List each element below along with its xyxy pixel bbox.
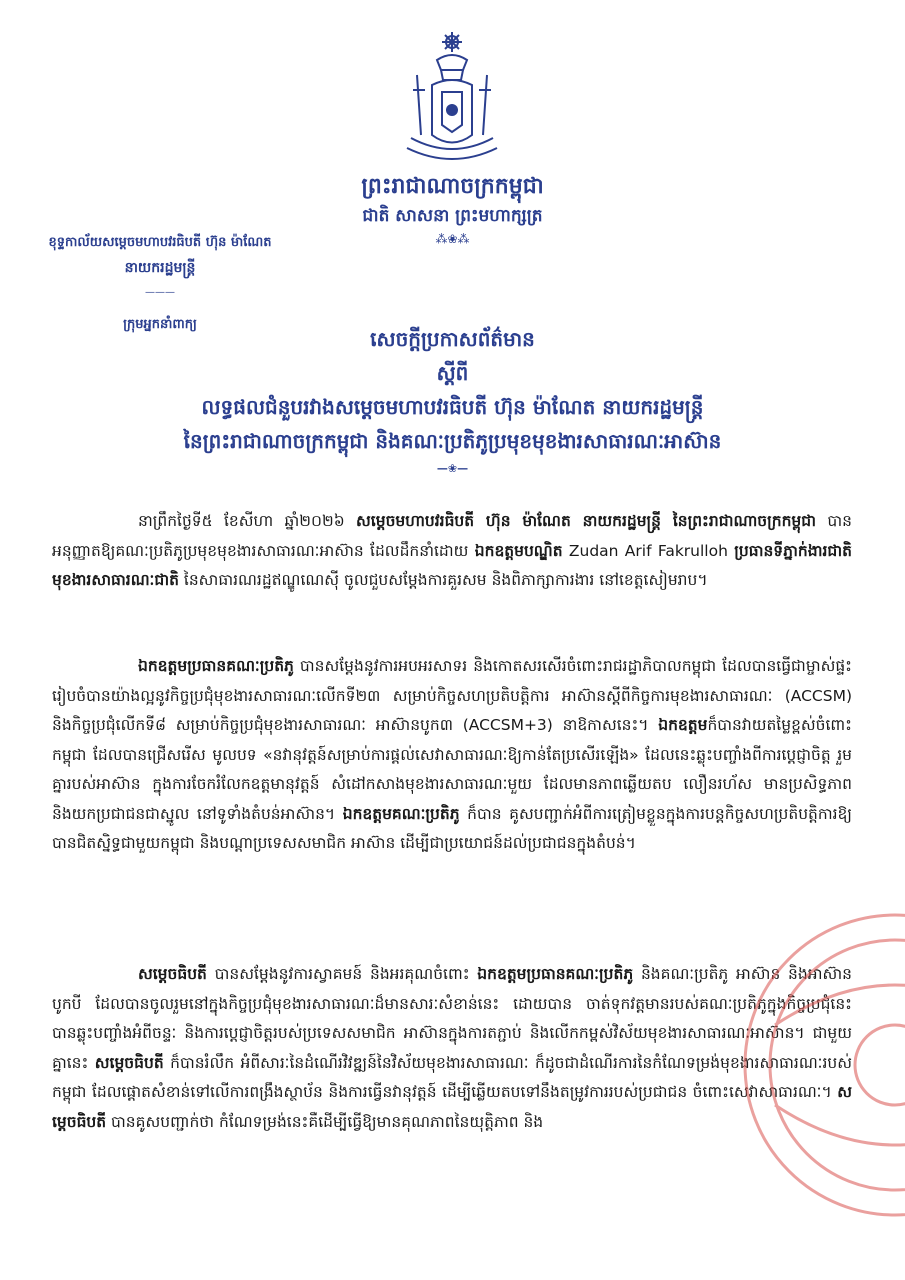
p3-bold: សម្តេចធិបតី [138,965,207,983]
header-divider: ——— [145,287,175,298]
p1-text: នៃសាធារណរដ្ឋឥណ្ឌូណេស៊ី ចូលជួបសម្តែងការគួរសម និងពិភាក្សាការងារ នៅខេត្តសៀមរាប។ [178,571,708,589]
p3-text: និងគណៈប្រតិភូ អាស៊ាន និងអាស៊ានបូកបី ដែលបានចូលរួមនៅក្នុងកិច្ចប្រជុំមុខងារសាធារណៈដ៏មានសារៈសំខាន់នេះ ដោយបាន ចាត់ទុកវត្តមានរបស់គណៈប្រតិភូក្នុងកិច្ចប្រជុំនេះ បានឆ្លុះបញ្ចាំងអំពីចន្ទៈ និងការប្តេជ្ញាចិត្តរបស់ប្រទេសសមាជិក អាស៊ានក្នុងការតភ្ជាប់ និងលើកកម្ពស់វិស័យមុខងារសាធារណៈអាស៊ាន។ ជាមួយគ្នានេះ [52,965,853,1072]
p2-text: ក៏បានវាយតម្លៃខ្ពស់ចំពោះកម្ពុជា ដែលបានជ្រើសរើស មូលបទ «នវានុវត្តន៍សម្រាប់ការផ្តល់សេវាសាធារណៈឱ្យកាន់តែប្រសើរឡើង» ដែលនេះឆ្លុះបញ្ចាំងពីការប្តេជ្ញាចិត្ត រួមគ្នារបស់អាស៊ាន ក្នុងការចែករំលែកឧត្តមានុវត្តន៍ សំដៅកសាងមុខងារសាធារណៈមួយ ដែលមានភាពឆ្លើយតប លឿនរហ័ស មានប្រសិទ្ធភាព និងយកប្រជាជនជាស្នូល នៅទូទាំងតំបន់អាស៊ាន។ [52,716,852,823]
body-paragraph-1 [52,507,852,596]
document-subject-line-1: លទ្ធផលជំនួបរវាងសម្តេចមហាបវរធិបតី ហ៊ុន ម៉ាណែត នាយករដ្ឋមន្ត្រី [201,395,704,419]
p1-bold-title: ឯកឧត្តមបណ្ឌិត [474,541,563,560]
national-motto: ជាតិ សាសនា ព្រះមហាក្សត្រ [362,206,543,226]
body-paragraph-2 [52,652,852,859]
body-paragraph-3 [52,960,852,1137]
p2-bold: ឯកឧត្តមគណៈប្រតិភូ [342,804,460,823]
p1-text: បានអនុញ្ញាតឱ្យគណៈប្រតិភូប្រមុខមុខងារសាធារណៈអាស៊ាន ដែលដឹកនាំដោយ [52,512,852,560]
motto-ornament: ⁂❀⁂ [435,232,470,246]
p2-bold: ឯកឧត្តម [658,716,708,734]
p2-text: ក៏បាន គូសបញ្ជាក់អំពីការត្រៀមខ្លួនក្នុងការបន្តកិច្ចសហប្រតិបត្តិការឱ្យបានជិតស្និទ្ធជាមួយកម្ពុជា និងបណ្តាប្រទេសសមាជិក អាស៊ាន ដើម្បីជាប្រយោជន៍ដល់ប្រជាជនក្នុងតំបន់។ [52,804,853,852]
office-subtitle: នាយករដ្ឋមន្ត្រី [124,260,196,276]
p1-bold-name: សម្តេចមហាបវរធិបតី ហ៊ុន ម៉ាណែត នាយករដ្ឋមន្ត្រី នៃព្រះរាជាណាចក្រកម្ពុជា [356,512,817,530]
p1-text: នាព្រឹកថ្ងៃទី៥ ខែសីហា ឆ្នាំ២០២៦ [138,512,357,530]
p3-text: បានសម្តែងនូវការស្វាគមន៍ និងអរគុណចំពោះ [206,965,478,983]
p3-text: ក៏បានរំលឹក អំពីសារៈនៃដំណើរវិវឌ្ឍន៍នៃវិស័យមុខងារសាធារណៈ ក៏ដូចជាដំណើរការនៃកំណែទម្រង់មុខងារសាធារណៈរបស់ កម្ពុជា ដែលផ្តោតសំខាន់ទៅលើការពង្រឹងស្ថាប័ន និងការធ្វើនវានុវត្តន៍ ដើម្បីឆ្លើយតបទៅនឹងតម្រូវការរបស់ប្រជាជន ចំពោះសេវាសាធារណៈ។ [52,1053,852,1101]
p3-bold: សម្តេចធិបតី [94,1053,164,1072]
office-name: ខុទ្ទកាល័យសម្តេចមហាបវរធិបតី ហ៊ុន ម៉ាណែត [48,235,272,250]
p2-text: បានសម្តែងនូវការអបអរសាទរ និងកោតសរសើរចំពោះរាជរដ្ឋាភិបាលកម្ពុជា ដែលបានធ្វើជាម្ចាស់ផ្ទះរៀបចំបានយ៉ាងល្អនូវកិច្ចប្រជុំមុខងារសាធារណៈលើកទី២៣ សម្រាប់កិច្ចសហប្រតិបត្តិការ អាស៊ានស្តីពីកិច្ចការមុខងារសាធារណៈ (ACCSM) និងកិច្ចប្រជុំលើកទី៨ សម្រាប់កិច្ចប្រជុំមុខងារសាធារណៈ អាស៊ានបូក៣ (ACCSM+3) នាឱកាសនេះ។ [52,657,852,734]
p1-bold-agency: ប្រធានទីភ្នាក់ងារជាតិមុខងារសាធារណៈជាតិ [52,541,853,589]
official-seal-stamp [735,905,905,1225]
p3-bold: សម្តេចធិបតី [52,1083,852,1131]
p3-text: បានគូសបញ្ជាក់ថា កំណែទម្រង់នេះគឺដើម្បីធ្វើឱ្យមានគុណភាពនៃយុត្តិភាព និង [106,1112,544,1131]
kingdom-name: ព្រះរាជាណាចក្រកម្ពុជា [361,174,544,199]
title-ornament: —❀— [436,462,469,475]
spokesperson-unit: ក្រុមអ្នកនាំពាក្យ [123,317,197,332]
royal-coat-of-arms-emblem [397,30,507,170]
p2-bold: ឯកឧត្តមប្រធានគណៈប្រតិភូ [138,657,294,675]
document-subject-line-2: នៃព្រះរាជាណាចក្រកម្ពុជា និងគណៈប្រតិភូប្រមុខមុខងារសាធារណៈអាស៊ាន [183,429,722,453]
p1-text-name: Zudan Arif Fakrulloh [562,541,735,560]
p3-bold: ឯកឧត្តមប្រធានគណៈប្រតិភូ [477,965,634,983]
document-title-regarding: ស្តីពី [436,361,469,385]
document-title: សេចក្តីប្រកាសព័ត៌មាន [370,327,535,351]
